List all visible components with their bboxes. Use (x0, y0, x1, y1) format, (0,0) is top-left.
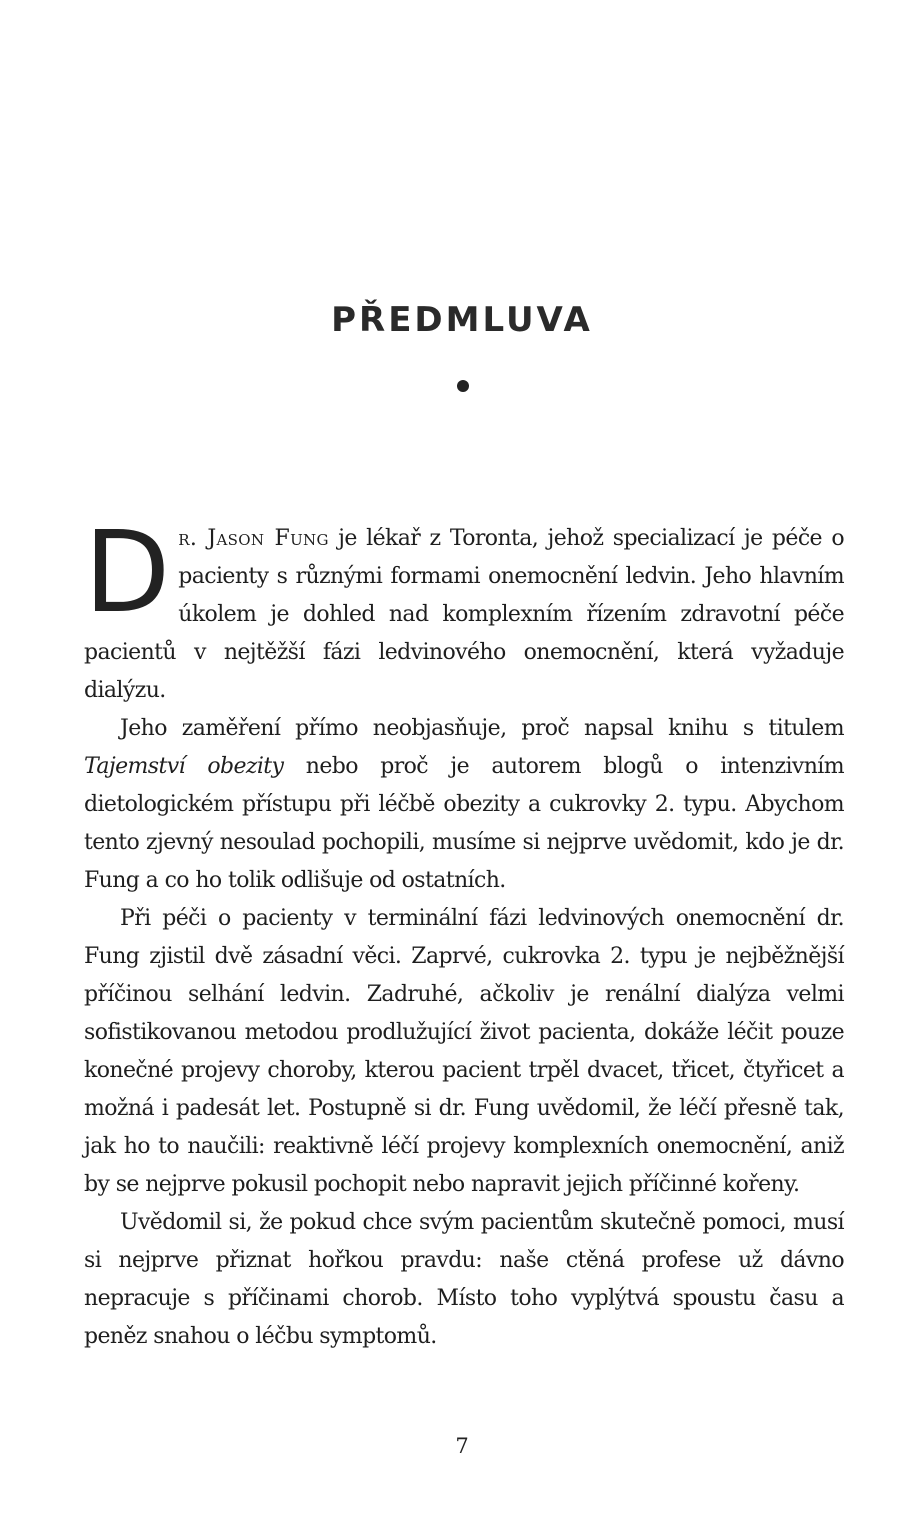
paragraph-text: Jeho zaměření přímo neobjasňuje, proč napsal knihu s titulem (120, 716, 844, 741)
lead-in: r. Jason Fung (178, 526, 329, 551)
paragraph-text: Při péči o pacienty v terminální fázi ledvinových onemocnění dr. Fung zjistil dvě zásadní věci. Zaprvé, cukrovka 2. typu je nejběžnější příčinou selhání ledvin. Zadruhé, ačkoliv je renální dialýza velmi sofistikovanou metodou prodlužující život pacienta, dokáže léčit pouze konečné projevy choroby, kterou pacient trpěl dvacet, třicet, čtyřicet a možná i padesát let. Postupně si dr. Fung uvědomil, že léčí přesně tak, jak ho to naučili: reaktivně léčí projevy komplexních onemocnění, aniž by se nejprve pokusil pochopit nebo napravit jejich příčinné kořeny. (84, 906, 844, 1197)
paragraph (84, 710, 844, 900)
paragraph-text: Uvědomil si, že pokud chce svým pacientům skutečně pomoci, musí si nejprve přiznat hořkou pravdu: naše ctěná profese už dávno nepracuje s příčinami chorob. Místo toho vyplýtvá spoustu času a peněz snahou o léčbu symptomů. (84, 1210, 844, 1349)
book-title: Tajemství obezity (84, 754, 284, 779)
paragraph (84, 1204, 844, 1356)
bullet-dot-icon (457, 380, 469, 392)
page-number: 7 (455, 1434, 469, 1458)
drop-cap: D (84, 508, 171, 638)
body-text (84, 508, 844, 1356)
paragraph-text: je lékař z Toronta, jehož specializací je péče o pacienty s různými formami onemocnění ledvin. Jeho hlavním úkolem je dohled nad komplexním řízením zdravotní péče pacientů v nejtěžší fázi ledvinového onemocnění, která vyžaduje dialýzu. (84, 526, 844, 703)
paragraph (84, 900, 844, 1204)
paragraph (84, 508, 844, 710)
chapter-heading: PŘEDMLUVA (331, 300, 593, 340)
paragraph-text: nebo proč je autorem blogů o intenzivním dietologickém přístupu při léčbě obezity a cukrovky 2. typu. Abychom tento zjevný nesoulad pochopili, musíme si nejprve uvědomit, kdo je dr. Fung a co ho tolik odlišuje od ostatních. (84, 754, 844, 893)
